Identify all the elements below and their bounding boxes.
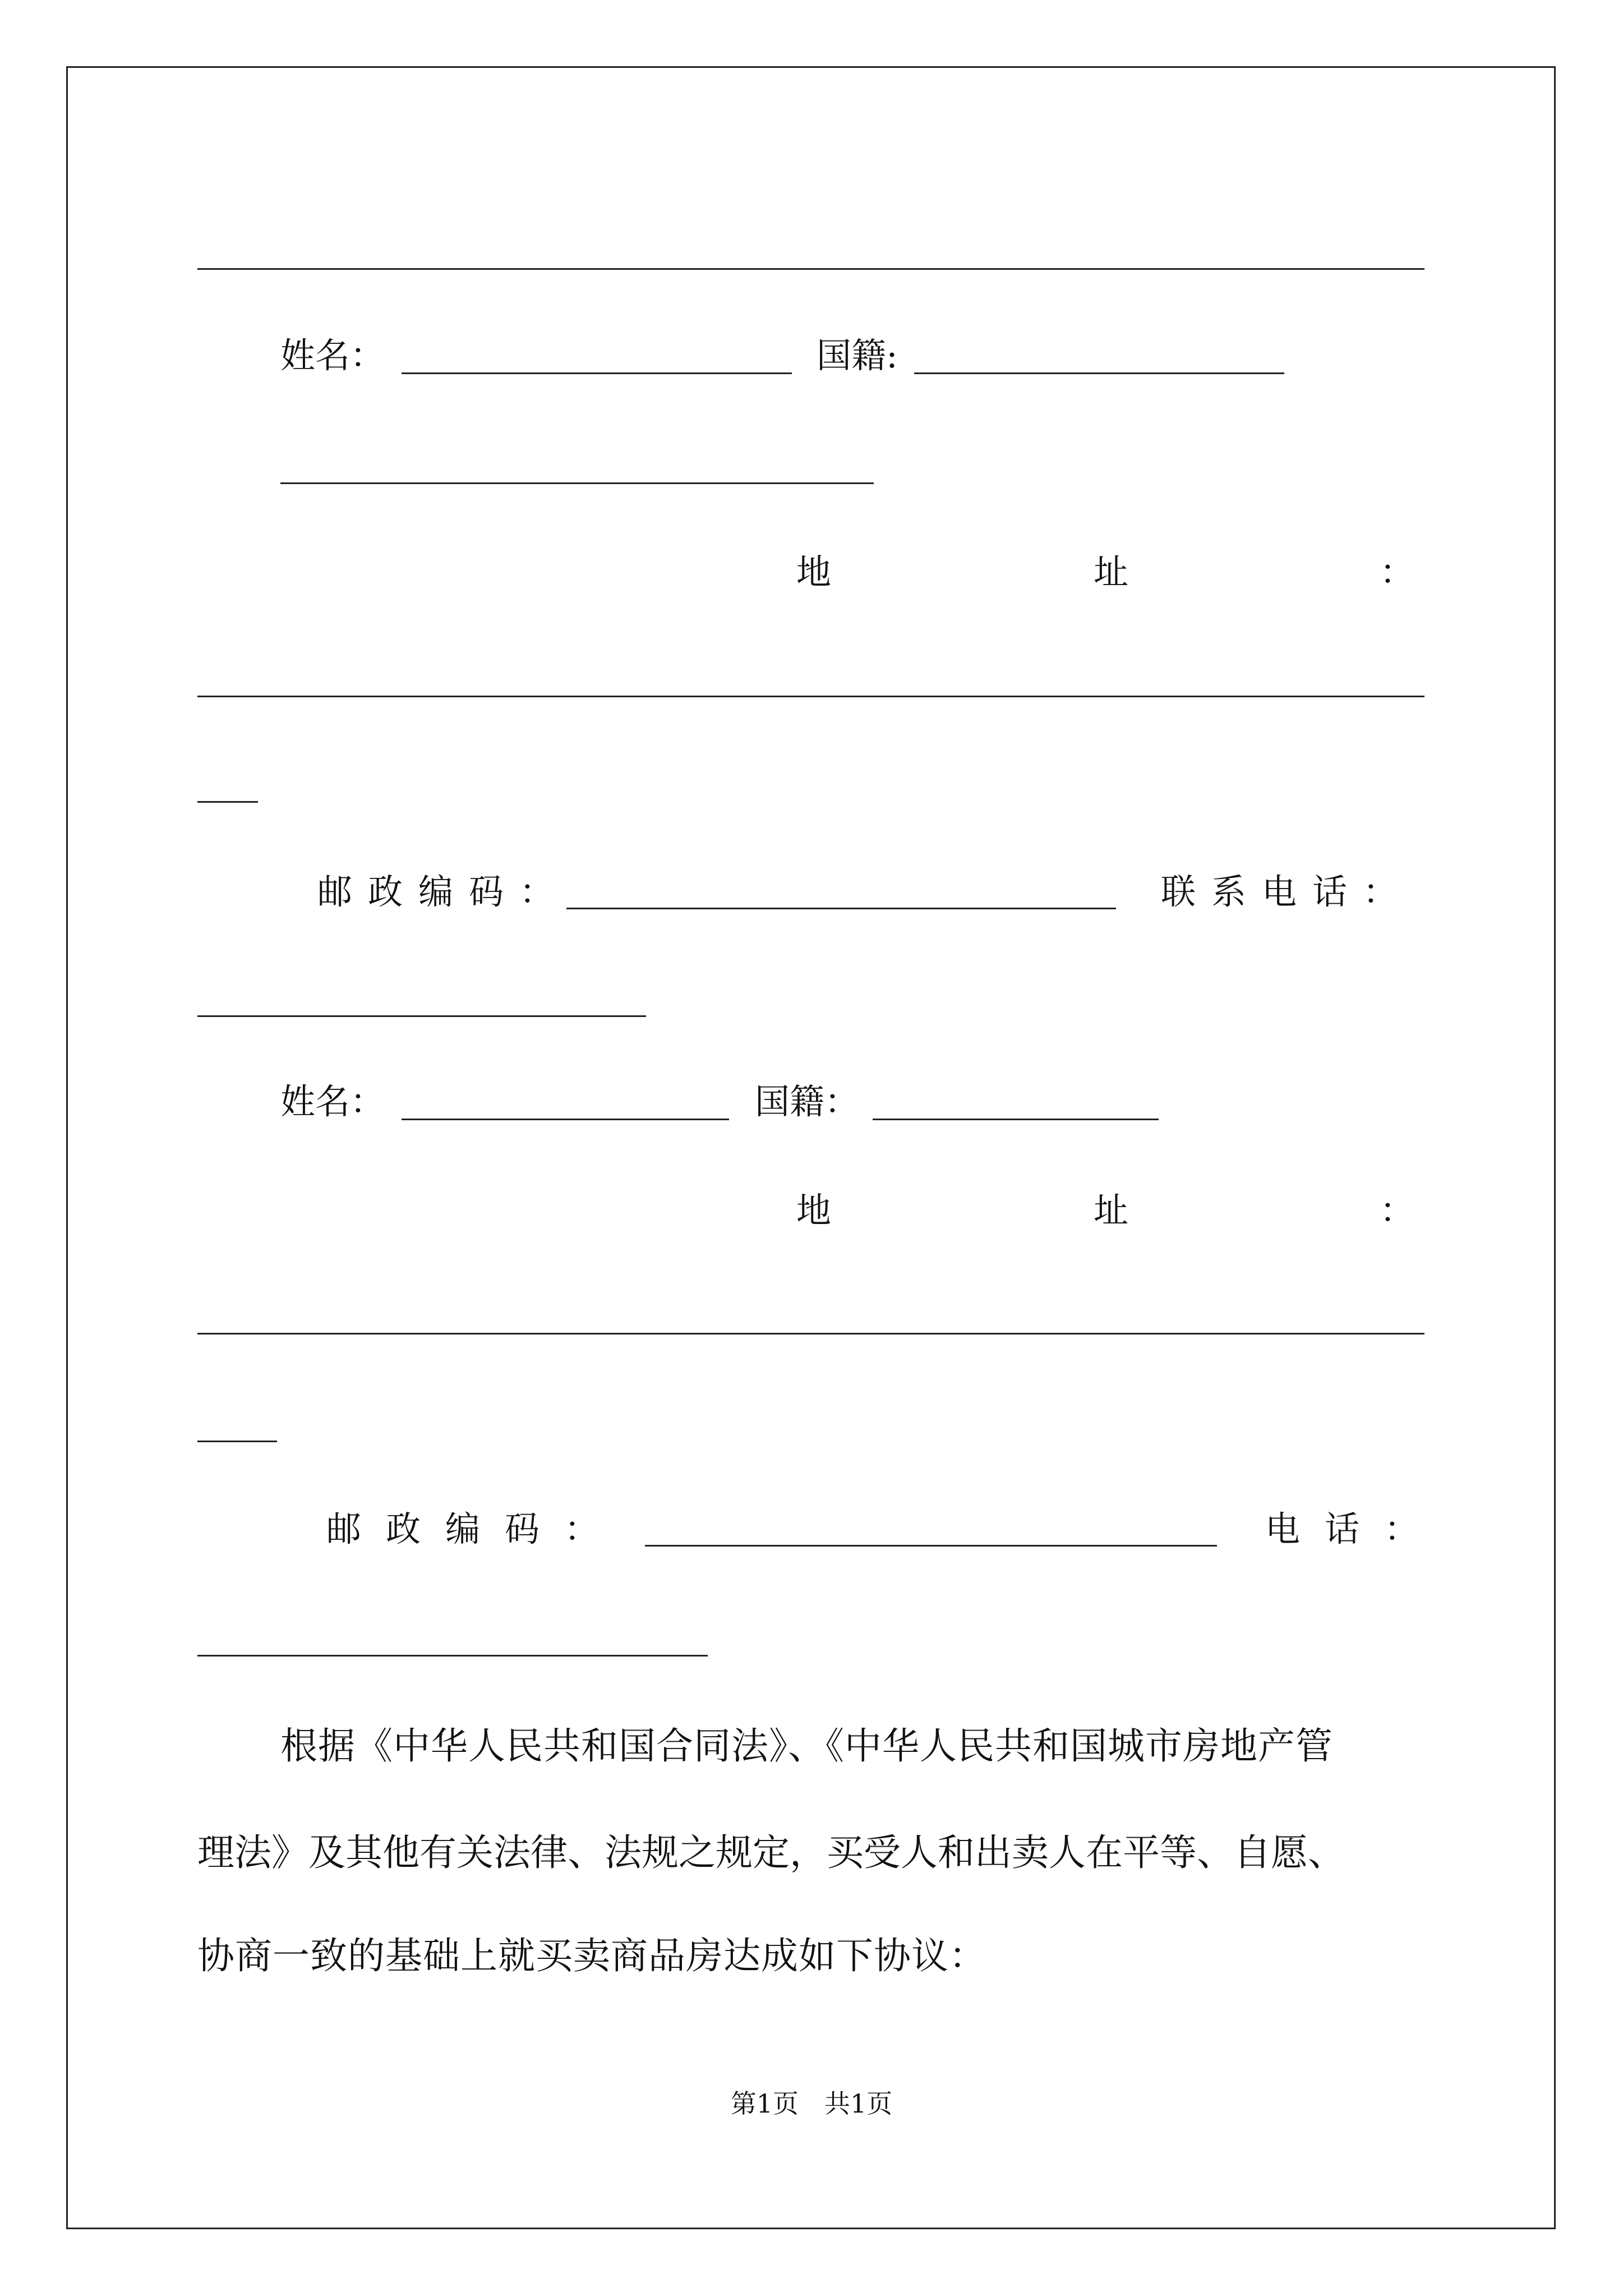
page-border xyxy=(66,66,1556,2229)
party1-name-blank[interactable] xyxy=(402,372,792,374)
party2-address-blank-tail[interactable] xyxy=(197,1441,277,1442)
party1-postal-blank[interactable] xyxy=(566,908,1116,909)
party1-nationality-label: 国籍: xyxy=(817,335,898,376)
party2-phone-blank[interactable] xyxy=(197,1655,708,1657)
party2-phone-label: 电话： xyxy=(1265,1508,1444,1549)
party2-address-char1: 地 xyxy=(796,1190,832,1231)
party2-name-label: 姓名： xyxy=(280,1081,385,1122)
party1-phone-blank[interactable] xyxy=(197,1015,646,1017)
party1-address-char1: 地 xyxy=(796,551,832,592)
body-line-2: 理法》及其他有关法律、法规之规定，买受人和出卖人在平等、自愿、 xyxy=(197,1831,1345,1874)
party2-nationality-label: 国籍： xyxy=(755,1081,860,1122)
party1-name-label: 姓名： xyxy=(280,335,385,376)
party1-nationality-blank[interactable] xyxy=(914,372,1284,374)
body-line-1: 根据《中华人民共和国合同法》、《中华人民共和国城市房地产管 xyxy=(280,1724,1333,1768)
party2-address-char2: 址 xyxy=(1094,1190,1129,1231)
party2-address-blank[interactable] xyxy=(197,1333,1424,1335)
party1-postal-label: 邮政编码： xyxy=(317,871,570,912)
party2-nationality-blank[interactable] xyxy=(873,1119,1159,1120)
party1-address-blank[interactable] xyxy=(197,696,1424,697)
body-line-3: 协商一致的基础上就买卖商品房达成如下协议： xyxy=(197,1934,986,1977)
party1-extra-blank[interactable] xyxy=(280,482,874,484)
party2-postal-label: 邮政编码： xyxy=(326,1508,624,1549)
party1-address-blank-tail[interactable] xyxy=(197,801,258,803)
party2-name-blank[interactable] xyxy=(402,1119,729,1120)
party1-address-char2: 址 xyxy=(1094,551,1129,592)
party1-address-colon: ： xyxy=(1380,551,1415,592)
blank-line-top xyxy=(197,268,1424,270)
page-footer: 第1页 共1页 xyxy=(730,2088,893,2119)
party1-phone-label: 联系电话： xyxy=(1161,871,1414,912)
party2-postal-blank[interactable] xyxy=(645,1545,1217,1547)
party2-address-colon: ： xyxy=(1380,1190,1415,1231)
